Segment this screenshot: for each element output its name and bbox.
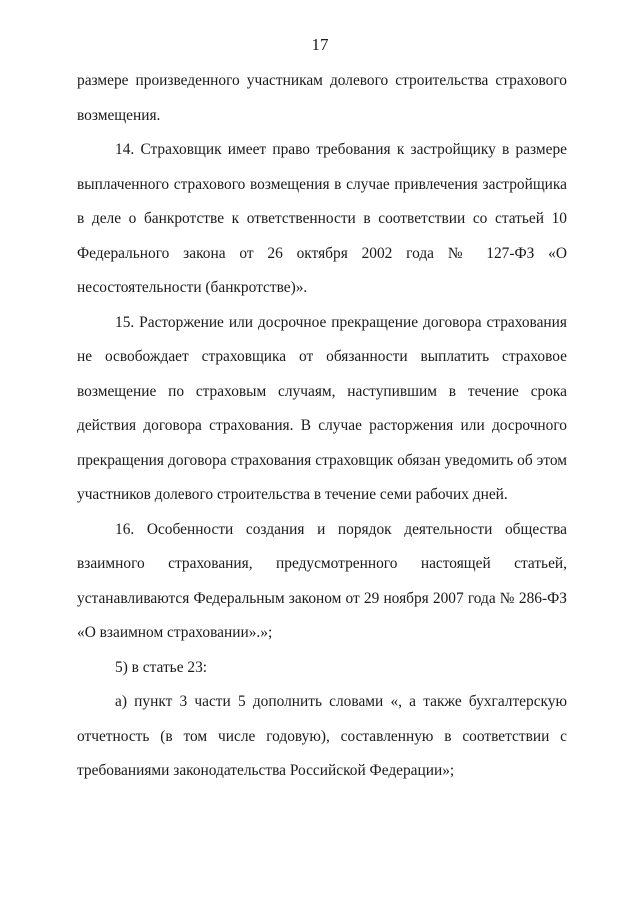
paragraph-item-16: 16. Особенности создания и порядок деятельности общества взаимного страхования, предусмотренного настоящей статьей, устанавливаются Федеральным законом от 29 ноября 2007 года № 286-ФЗ «О взаимном страховании».»;	[77, 520, 567, 641]
paragraph-item-15: 15. Расторжение или досрочное прекращение договора страхования не освобождает страховщика от обязанности выплатить страховое возмещение по страховым случаям, наступившим в течение срока действия договора страхования. В случае расторжения или досрочного прекращения договора страхования страховщик обязан уведомить об этом участников долевого строительства в течение семи рабочих дней.	[77, 313, 567, 503]
paragraph-item-14: 14. Страховщик имеет право требования к застройщику в размере выплаченного страхового возмещения в случае привлечения застройщика в деле о банкротстве к ответственности в соответствии со статьей 10 Федерального закона от 26 октября 2002 года № 127-ФЗ «О несостоятельности (банкротстве)».	[77, 141, 567, 296]
page-number: 17	[311, 35, 329, 54]
document-body	[77, 64, 567, 789]
paragraph-item-5: 5) в статье 23:	[115, 658, 208, 676]
paragraph-continuation: размере произведенного участникам долевого строительства страхового возмещения.	[77, 72, 567, 124]
paragraph-item-a: а) пункт 3 части 5 дополнить словами «, а также бухгалтерскую отчетность (в том числе годовую), составленную в соответствии с требованиями законодательства Российской Федерации»;	[77, 693, 567, 779]
